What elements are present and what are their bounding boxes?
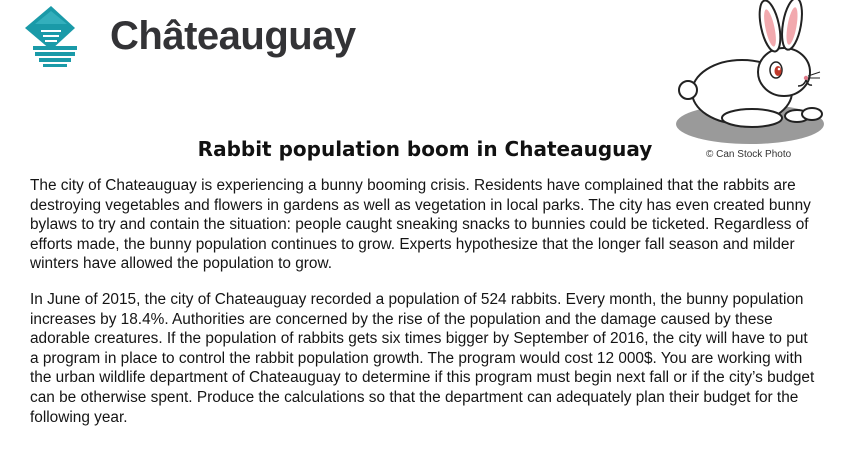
rabbit-illustration [672,0,832,150]
chateauguay-logo-icon [25,6,85,68]
article-title: Rabbit population boom in Chateauguay [197,137,653,161]
article-paragraph-1: The city of Chateauguay is experiencing a bunny booming crisis. Residents have complained that the rabbits are destroying vegetables and flowers in gardens as well as vegetation in local parks. The city has even created bunny bylaws to try and contain the situation: people caught sneaking snacks to bunnies could be ticketed. Regardless of efforts made, the bunny population continues to grow. Experts hypothesize that the longer fall season and milder winters have allowed the population to grow. [30,177,811,273]
article-paragraph-2: In June of 2015, the city of Chateauguay recorded a population of 524 rabbits. Every month, the bunny population increases by 18.4%. Authorities are concerned by the rise of the population and the damage caused by these adorable creatures. If the population of rabbits gets six times bigger by September of 2016, the city will have to put a program in place to control the rabbit population growth. The program would cost 12 000$. You are working with the urban wildlife department of Chateauguay to determine if this program must begin next fall or if the city’s budget can be otherwise spent. Produce the calculations so that the department can adequately plan their budget for the following year. [30,291,815,426]
brand-name: Châteauguay [110,14,356,58]
photo-credit: © Can Stock Photo [706,149,792,160]
